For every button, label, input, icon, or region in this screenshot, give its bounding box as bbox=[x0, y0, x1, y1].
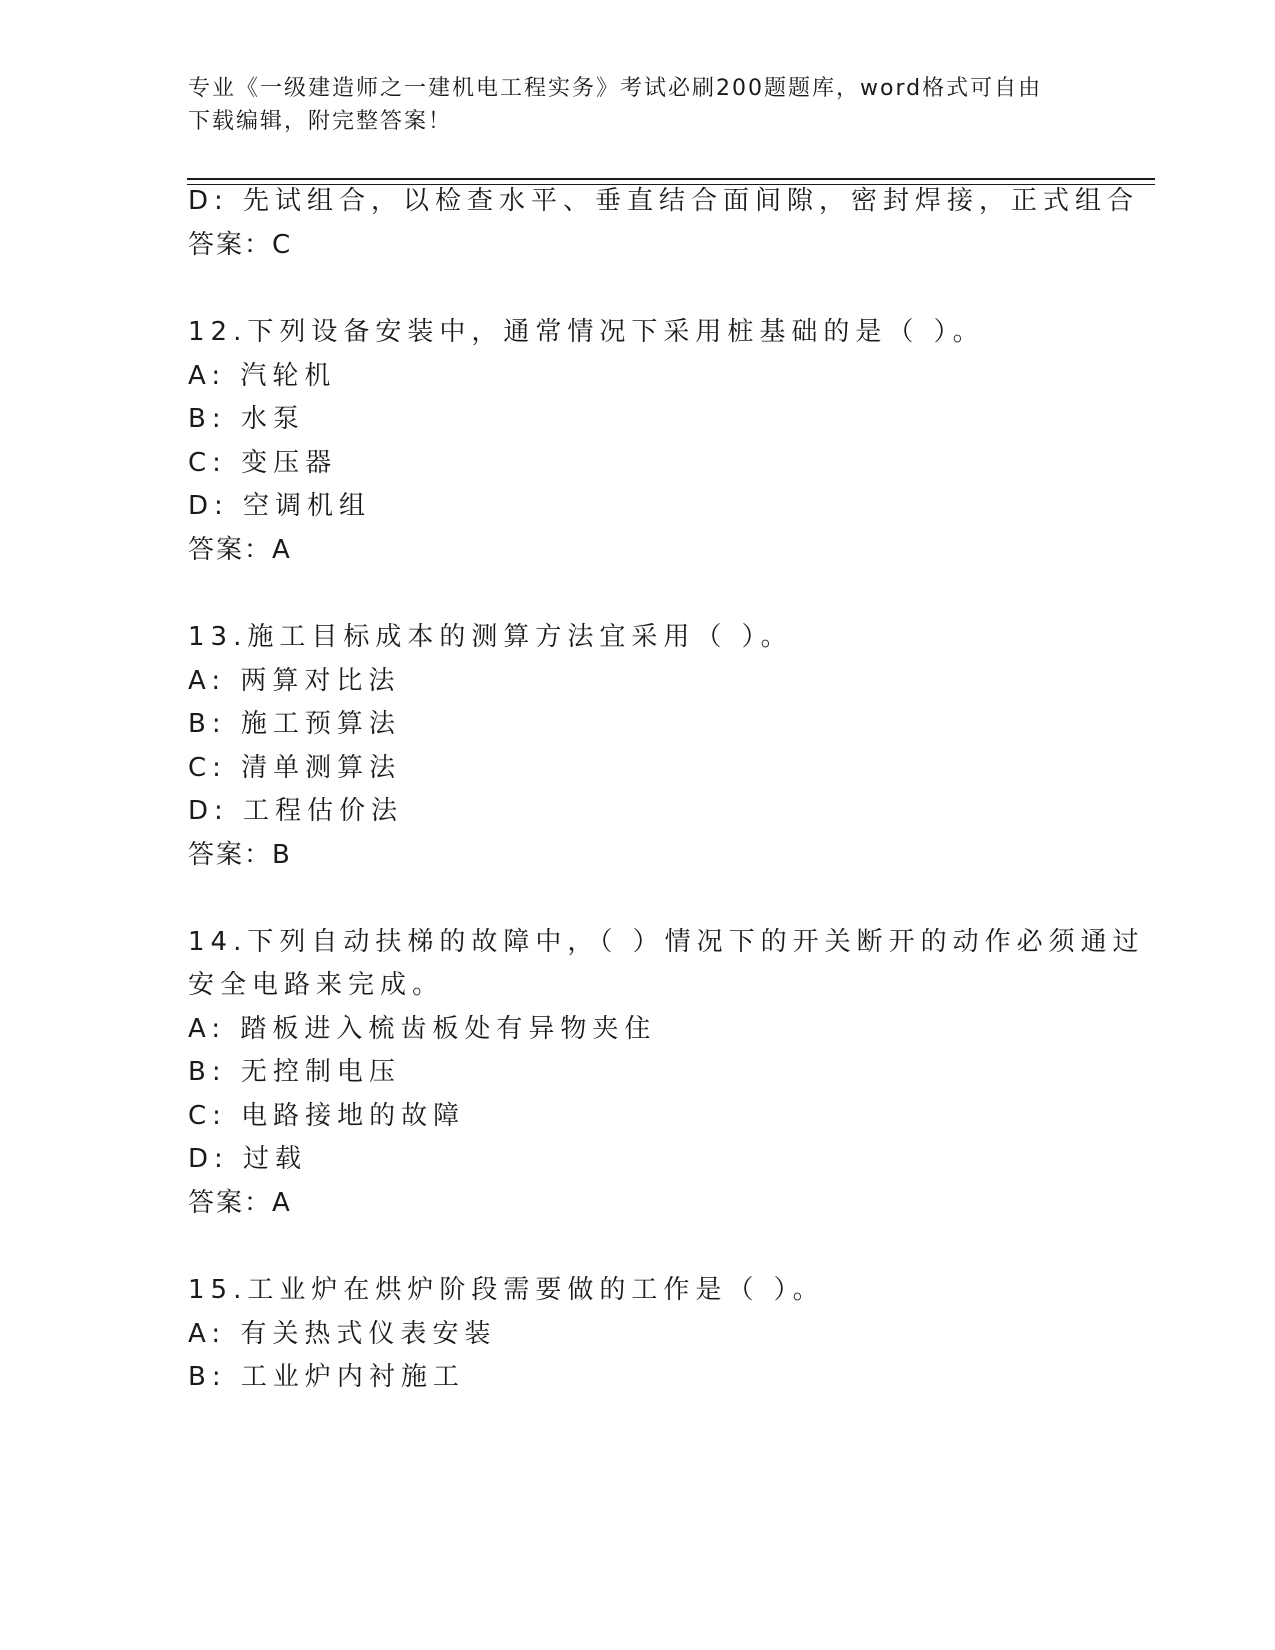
prev-answer: 答案：C bbox=[188, 230, 293, 260]
question-15-stem: 15.工业炉在烘炉阶段需要做的工作是（ ）。 bbox=[188, 1275, 825, 1305]
question-12-option-c: C: 变压器 bbox=[188, 448, 338, 478]
question-12-option-a: A: 汽轮机 bbox=[188, 361, 337, 391]
question-15-option-b: B: 工业炉内衬施工 bbox=[188, 1362, 465, 1392]
header-title-line-2: 下载编辑，附完整答案！ bbox=[188, 109, 453, 134]
header-divider-thick bbox=[187, 178, 1155, 180]
prev-option-d: D: 先试组合，以检查水平、垂直结合面间隙，密封焊接，正式组合 bbox=[188, 186, 1140, 216]
question-12-option-b: B: 水泵 bbox=[188, 404, 305, 434]
question-12-option-d: D: 空调机组 bbox=[188, 491, 372, 521]
question-12-stem: 12.下列设备安装中，通常情况下采用桩基础的是（ ）。 bbox=[188, 317, 985, 347]
question-13-option-d: D: 工程估价法 bbox=[188, 796, 404, 826]
question-13-option-c: C: 清单测算法 bbox=[188, 753, 402, 783]
question-13-answer: 答案：B bbox=[188, 840, 292, 870]
question-13-option-a: A: 两算对比法 bbox=[188, 666, 401, 696]
question-14-option-a: A: 踏板进入梳齿板处有异物夹住 bbox=[188, 1014, 657, 1044]
question-14-option-c: C: 电路接地的故障 bbox=[188, 1101, 466, 1131]
question-14-stem-line-1: 14.下列自动扶梯的故障中，（ ）情况下的开关断开的动作必须通过 bbox=[188, 927, 1145, 957]
header-title-line-1: 专业《一级建造师之一建机电工程实务》考试必刷200题题库，word格式可自由 bbox=[188, 76, 1043, 101]
question-13-stem: 13.施工目标成本的测算方法宜采用（ ）。 bbox=[188, 622, 793, 652]
question-12-answer: 答案：A bbox=[188, 535, 292, 565]
question-13-option-b: B: 施工预算法 bbox=[188, 709, 401, 739]
question-15-option-a: A: 有关热式仪表安装 bbox=[188, 1319, 497, 1349]
question-14-stem-line-2: 安全电路来完成。 bbox=[188, 970, 445, 1000]
question-14-option-d: D: 过载 bbox=[188, 1144, 308, 1174]
document-header bbox=[188, 72, 1088, 138]
question-14-option-b: B: 无控制电压 bbox=[188, 1057, 401, 1087]
question-14-answer: 答案：A bbox=[188, 1188, 292, 1218]
